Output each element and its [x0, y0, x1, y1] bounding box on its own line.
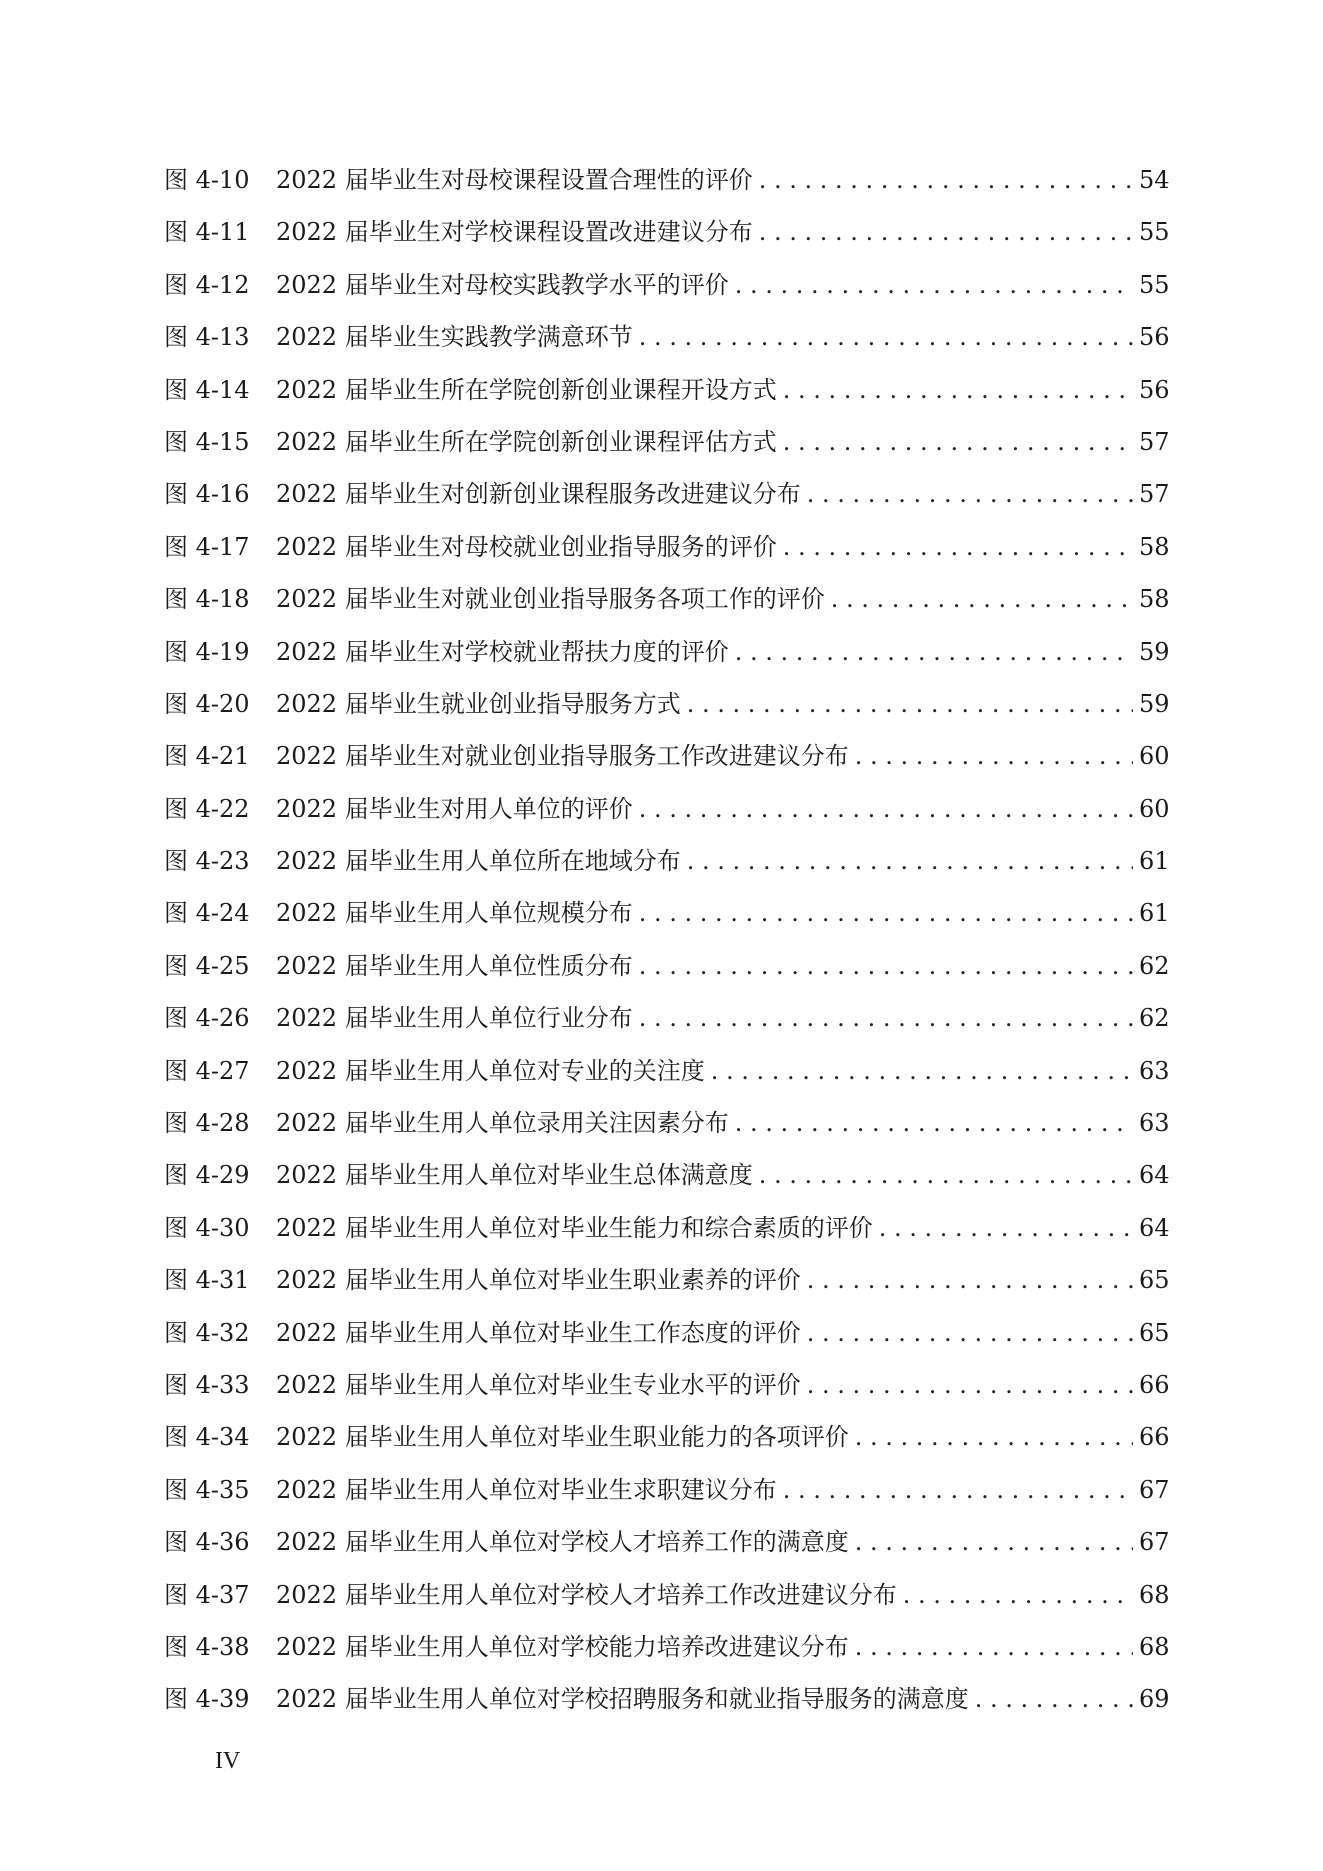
toc-entry[interactable]	[164, 1208, 1169, 1260]
toc-dot-leader	[975, 1679, 1133, 1719]
toc-figure-number: 图 4-32	[164, 1318, 250, 1347]
toc-figure-number: 图 4-15	[164, 427, 250, 456]
toc-figure-title: 2022 届毕业生用人单位录用关注因素分布	[276, 1109, 729, 1138]
toc-dot-leader	[639, 789, 1133, 829]
toc-page-number: 65	[1139, 1266, 1170, 1295]
toc-page-number: 59	[1139, 637, 1170, 666]
toc-dot-leader	[687, 841, 1133, 881]
toc-entry[interactable]	[164, 998, 1169, 1050]
toc-figure-title: 2022 届毕业生对创新创业课程服务改进建议分布	[276, 480, 801, 509]
toc-figure-title: 2022 届毕业生对母校实践教学水平的评价	[276, 270, 729, 299]
toc-page-number: 64	[1139, 1161, 1170, 1190]
toc-page-number: 64	[1139, 1213, 1170, 1242]
figure-list-toc	[164, 160, 1169, 1732]
toc-figure-title: 2022 届毕业生对学校就业帮扶力度的评价	[276, 637, 729, 666]
toc-page-number: 63	[1139, 1056, 1170, 1085]
toc-entry[interactable]	[164, 527, 1169, 579]
toc-dot-leader	[807, 1365, 1133, 1405]
toc-figure-title: 2022 届毕业生用人单位对学校招聘服务和就业指导服务的满意度	[276, 1685, 969, 1714]
toc-figure-number: 图 4-37	[164, 1580, 250, 1609]
toc-figure-title: 2022 届毕业生用人单位对学校能力培养改进建议分布	[276, 1632, 849, 1661]
toc-dot-leader	[807, 1313, 1133, 1353]
toc-entry[interactable]	[164, 474, 1169, 526]
toc-figure-number: 图 4-24	[164, 899, 250, 928]
toc-figure-number: 图 4-39	[164, 1685, 250, 1714]
toc-entry[interactable]	[164, 789, 1169, 841]
toc-figure-title: 2022 届毕业生对学校课程设置改进建议分布	[276, 218, 753, 247]
toc-page-number: 58	[1139, 585, 1170, 614]
page-number: IV	[215, 1748, 241, 1774]
toc-entry[interactable]	[164, 893, 1169, 945]
toc-dot-leader	[759, 1155, 1133, 1195]
toc-dot-leader	[855, 736, 1133, 776]
toc-page-number: 68	[1139, 1632, 1170, 1661]
toc-figure-number: 图 4-25	[164, 951, 250, 980]
toc-dot-leader	[831, 579, 1133, 619]
toc-entry[interactable]	[164, 1155, 1169, 1207]
toc-entry[interactable]	[164, 265, 1169, 317]
toc-page-number: 65	[1139, 1318, 1170, 1347]
toc-figure-number: 图 4-11	[164, 218, 250, 247]
toc-dot-leader	[639, 893, 1133, 933]
toc-page-number: 56	[1139, 375, 1170, 404]
toc-figure-number: 图 4-21	[164, 742, 250, 771]
toc-page-number: 66	[1139, 1423, 1170, 1452]
toc-figure-number: 图 4-38	[164, 1632, 250, 1661]
toc-dot-leader	[639, 317, 1133, 357]
toc-figure-number: 图 4-16	[164, 480, 250, 509]
toc-page-number: 66	[1139, 1370, 1170, 1399]
toc-dot-leader	[759, 212, 1133, 252]
toc-figure-number: 图 4-34	[164, 1423, 250, 1452]
toc-figure-number: 图 4-29	[164, 1161, 250, 1190]
toc-entry[interactable]	[164, 160, 1169, 212]
toc-figure-number: 图 4-17	[164, 532, 250, 561]
toc-figure-title: 2022 届毕业生用人单位对学校人才培养工作改进建议分布	[276, 1580, 897, 1609]
toc-figure-title: 2022 届毕业生用人单位对专业的关注度	[276, 1056, 705, 1085]
toc-dot-leader	[759, 160, 1133, 200]
toc-page-number: 61	[1139, 899, 1170, 928]
toc-figure-title: 2022 届毕业生用人单位对毕业生总体满意度	[276, 1161, 753, 1190]
toc-entry[interactable]	[164, 1575, 1169, 1627]
toc-dot-leader	[879, 1208, 1133, 1248]
toc-figure-number: 图 4-28	[164, 1109, 250, 1138]
toc-figure-title: 2022 届毕业生所在学院创新创业课程开设方式	[276, 375, 777, 404]
toc-figure-title: 2022 届毕业生用人单位对毕业生职业素养的评价	[276, 1266, 801, 1295]
toc-entry[interactable]	[164, 579, 1169, 631]
toc-figure-number: 图 4-13	[164, 323, 250, 352]
toc-dot-leader	[687, 684, 1133, 724]
toc-figure-number: 图 4-18	[164, 585, 250, 614]
toc-page-number: 62	[1139, 1004, 1170, 1033]
toc-dot-leader	[783, 527, 1133, 567]
toc-figure-title: 2022 届毕业生用人单位对毕业生工作态度的评价	[276, 1318, 801, 1347]
toc-dot-leader	[855, 1522, 1133, 1562]
toc-page-number: 55	[1139, 218, 1170, 247]
toc-figure-title: 2022 届毕业生就业创业指导服务方式	[276, 689, 681, 718]
toc-entry[interactable]	[164, 736, 1169, 788]
toc-dot-leader	[735, 1103, 1133, 1143]
toc-figure-number: 图 4-14	[164, 375, 250, 404]
toc-figure-title: 2022 届毕业生所在学院创新创业课程评估方式	[276, 427, 777, 456]
toc-entry[interactable]	[164, 370, 1169, 422]
toc-page-number: 67	[1139, 1528, 1170, 1557]
toc-entry[interactable]	[164, 1627, 1169, 1679]
toc-entry[interactable]	[164, 422, 1169, 474]
toc-page-number: 62	[1139, 951, 1170, 980]
toc-entry[interactable]	[164, 212, 1169, 264]
toc-entry[interactable]	[164, 1417, 1169, 1469]
toc-figure-title: 2022 届毕业生实践教学满意环节	[276, 323, 633, 352]
toc-entry[interactable]	[164, 1365, 1169, 1417]
toc-figure-number: 图 4-20	[164, 689, 250, 718]
toc-dot-leader	[735, 265, 1133, 305]
toc-page-number: 67	[1139, 1475, 1170, 1504]
toc-figure-title: 2022 届毕业生用人单位行业分布	[276, 1004, 633, 1033]
toc-dot-leader	[903, 1575, 1133, 1615]
toc-page-number: 60	[1139, 742, 1170, 771]
toc-entry[interactable]	[164, 632, 1169, 684]
toc-page-number: 69	[1139, 1685, 1170, 1714]
toc-page-number: 54	[1139, 166, 1170, 194]
toc-dot-leader	[639, 998, 1133, 1038]
toc-figure-title: 2022 届毕业生用人单位对毕业生能力和综合素质的评价	[276, 1213, 873, 1242]
toc-entry[interactable]	[164, 684, 1169, 736]
toc-figure-number: 图 4-12	[164, 270, 250, 299]
toc-entry[interactable]	[164, 946, 1169, 998]
toc-page-number: 63	[1139, 1109, 1170, 1138]
toc-figure-title: 2022 届毕业生用人单位对毕业生职业能力的各项评价	[276, 1423, 849, 1452]
toc-figure-title: 2022 届毕业生对就业创业指导服务工作改进建议分布	[276, 742, 849, 771]
toc-page-number: 61	[1139, 847, 1170, 876]
toc-entry[interactable]	[164, 1522, 1169, 1574]
toc-figure-number: 图 4-23	[164, 847, 250, 876]
toc-entry[interactable]	[164, 1051, 1169, 1103]
toc-figure-number: 图 4-33	[164, 1370, 250, 1399]
toc-dot-leader	[711, 1051, 1133, 1091]
toc-entry[interactable]	[164, 1260, 1169, 1312]
toc-figure-number: 图 4-36	[164, 1528, 250, 1557]
toc-dot-leader	[807, 1260, 1133, 1300]
toc-page-number: 58	[1139, 532, 1170, 561]
toc-dot-leader	[783, 370, 1133, 410]
toc-dot-leader	[783, 422, 1133, 462]
toc-figure-title: 2022 届毕业生用人单位所在地域分布	[276, 847, 681, 876]
toc-dot-leader	[855, 1627, 1133, 1667]
toc-figure-number: 图 4-31	[164, 1266, 250, 1295]
toc-page-number: 59	[1139, 689, 1170, 718]
toc-figure-title: 2022 届毕业生对用人单位的评价	[276, 794, 633, 823]
toc-page-number: 55	[1139, 270, 1170, 299]
toc-dot-leader	[639, 946, 1133, 986]
toc-page-number: 56	[1139, 323, 1170, 352]
toc-page-number: 68	[1139, 1580, 1170, 1609]
toc-figure-title: 2022 届毕业生用人单位对毕业生求职建议分布	[276, 1475, 777, 1504]
toc-figure-number: 图 4-30	[164, 1213, 250, 1242]
toc-figure-title: 2022 届毕业生用人单位规模分布	[276, 899, 633, 928]
toc-dot-leader	[807, 474, 1133, 514]
toc-entry[interactable]	[164, 1679, 1169, 1731]
toc-figure-number: 图 4-10	[164, 166, 250, 194]
toc-entry[interactable]	[164, 317, 1169, 369]
toc-page-number: 57	[1139, 427, 1170, 456]
toc-dot-leader	[855, 1417, 1133, 1457]
toc-figure-title: 2022 届毕业生对母校课程设置合理性的评价	[276, 166, 753, 194]
toc-page-number: 57	[1139, 480, 1170, 509]
toc-figure-number: 图 4-35	[164, 1475, 250, 1504]
toc-figure-title: 2022 届毕业生用人单位性质分布	[276, 951, 633, 980]
toc-entry[interactable]	[164, 1103, 1169, 1155]
toc-entry[interactable]	[164, 1313, 1169, 1365]
toc-entry[interactable]	[164, 841, 1169, 893]
toc-figure-title: 2022 届毕业生用人单位对学校人才培养工作的满意度	[276, 1528, 849, 1557]
toc-entry[interactable]	[164, 1470, 1169, 1522]
toc-figure-number: 图 4-22	[164, 794, 250, 823]
toc-figure-number: 图 4-19	[164, 637, 250, 666]
toc-dot-leader	[735, 632, 1133, 672]
toc-figure-number: 图 4-26	[164, 1004, 250, 1033]
toc-page-number: 60	[1139, 794, 1170, 823]
toc-figure-number: 图 4-27	[164, 1056, 250, 1085]
toc-figure-title: 2022 届毕业生对就业创业指导服务各项工作的评价	[276, 585, 825, 614]
toc-dot-leader	[783, 1470, 1133, 1510]
toc-figure-title: 2022 届毕业生对母校就业创业指导服务的评价	[276, 532, 777, 561]
toc-figure-title: 2022 届毕业生用人单位对毕业生专业水平的评价	[276, 1370, 801, 1399]
